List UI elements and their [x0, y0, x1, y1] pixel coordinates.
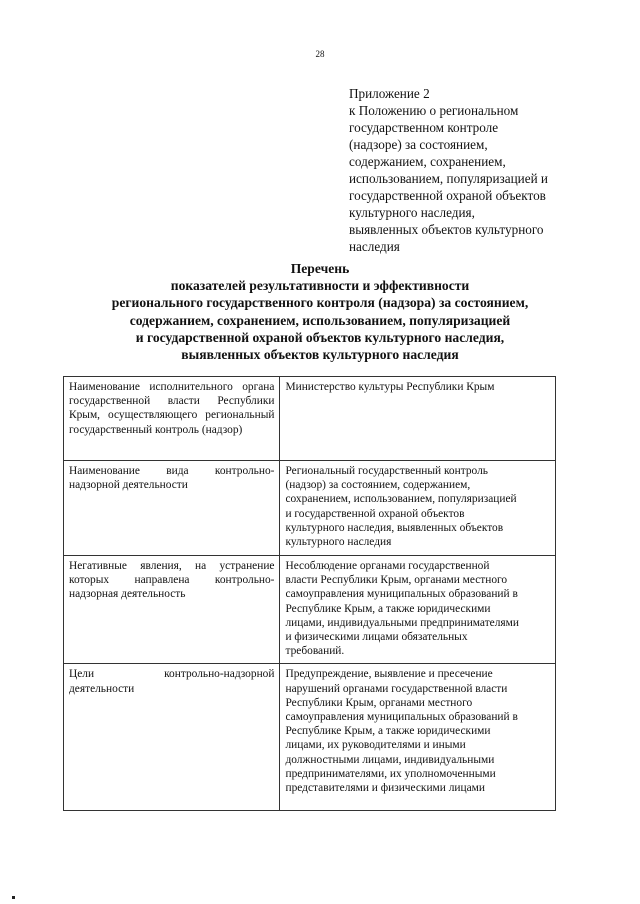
row-value	[280, 556, 556, 664]
table-row	[64, 556, 556, 664]
value-line: Республике Крым, а также юридическими	[285, 602, 491, 615]
scan-speck	[12, 896, 15, 899]
appendix-line: содержанием, сохранением,	[349, 154, 506, 169]
title-line: и государственной охраной объектов культурного наследия,	[135, 329, 505, 345]
value-line: и государственной охраной объектов	[285, 507, 465, 520]
value-line: предпринимателями, их уполномоченными	[285, 767, 496, 780]
value-line: Предупреждение, выявление и пресечение	[285, 668, 493, 681]
appendix-line: использованием, популяризацией и	[349, 171, 548, 186]
appendix-line: государственной охраной объектов	[349, 188, 546, 203]
title-line: показателей результативности и эффективности	[170, 278, 470, 294]
row-value	[280, 377, 556, 461]
value-line: представителями и физическими лицами	[285, 782, 485, 795]
row-label: Негативные явления, на устранение которых направлена контрольно-надзорная деятельность	[64, 556, 280, 664]
table-row	[64, 461, 556, 556]
value-line: и физическими лицами обязательных	[285, 631, 468, 644]
title-line: содержанием, сохранением, использованием, популяризацией	[129, 312, 511, 328]
value-line: должностными лицами, индивидуальными	[285, 753, 495, 766]
indicators-table	[63, 376, 556, 811]
appendix-line: государственном контроле	[349, 120, 499, 135]
table-row	[64, 664, 556, 811]
title-heading: Перечень	[290, 261, 350, 276]
value-line: Несоблюдение органами государственной	[285, 560, 490, 572]
row-label: Наименование вида контрольно-надзорной деятельности	[64, 461, 280, 556]
appendix-line: выявленных объектов культурного	[349, 222, 544, 237]
page-number: 28	[315, 49, 325, 59]
row-value	[280, 664, 556, 811]
appendix-block	[349, 85, 589, 255]
value-line: нарушений органами государственной власти	[285, 682, 508, 695]
value-line: Региональный государственный контроль	[285, 465, 488, 477]
title-line: выявленных объектов культурного наследия	[181, 347, 459, 363]
value-line: самоуправления муниципальных образований в	[285, 588, 518, 601]
value-line: сохранением, использованием, популяризацией	[285, 493, 517, 506]
appendix-line: Приложение 2	[349, 86, 430, 101]
value-line: требований.	[285, 645, 345, 658]
table-row	[64, 377, 556, 461]
value-line: Министерство культуры Республики Крым	[285, 381, 495, 393]
value-line: лицами, их руководителями и иными	[285, 739, 466, 752]
row-value	[280, 461, 556, 556]
appendix-line: к Положению о региональном	[349, 103, 519, 118]
value-line: власти Республики Крым, органами местного	[285, 574, 508, 587]
title-line: регионального государственного контроля (надзора) за состоянием,	[111, 295, 529, 311]
appendix-line: (надзоре) за состоянием,	[349, 137, 488, 152]
document-title	[0, 260, 640, 363]
value-line: культурного наследия, выявленных объектов	[285, 521, 504, 534]
appendix-line: культурного наследия,	[349, 205, 475, 220]
value-line: Республики Крым, органами местного	[285, 696, 473, 709]
value-line: лицами, индивидуальными предпринимателями	[285, 616, 519, 629]
value-line: самоуправления муниципальных образований в	[285, 711, 518, 724]
value-line: (надзор) за состоянием, содержанием,	[285, 479, 471, 492]
row-label: Наименование исполнительного органа государственной власти Республики Крым, осуществляющего региональный государственный контроль (надзор)	[64, 377, 280, 461]
appendix-line: наследия	[349, 239, 400, 254]
value-line: культурного наследия	[285, 536, 392, 549]
value-line: Республике Крым, а также юридическими	[285, 725, 491, 738]
row-label: Цели контрольно-надзорной деятельности	[64, 664, 280, 811]
